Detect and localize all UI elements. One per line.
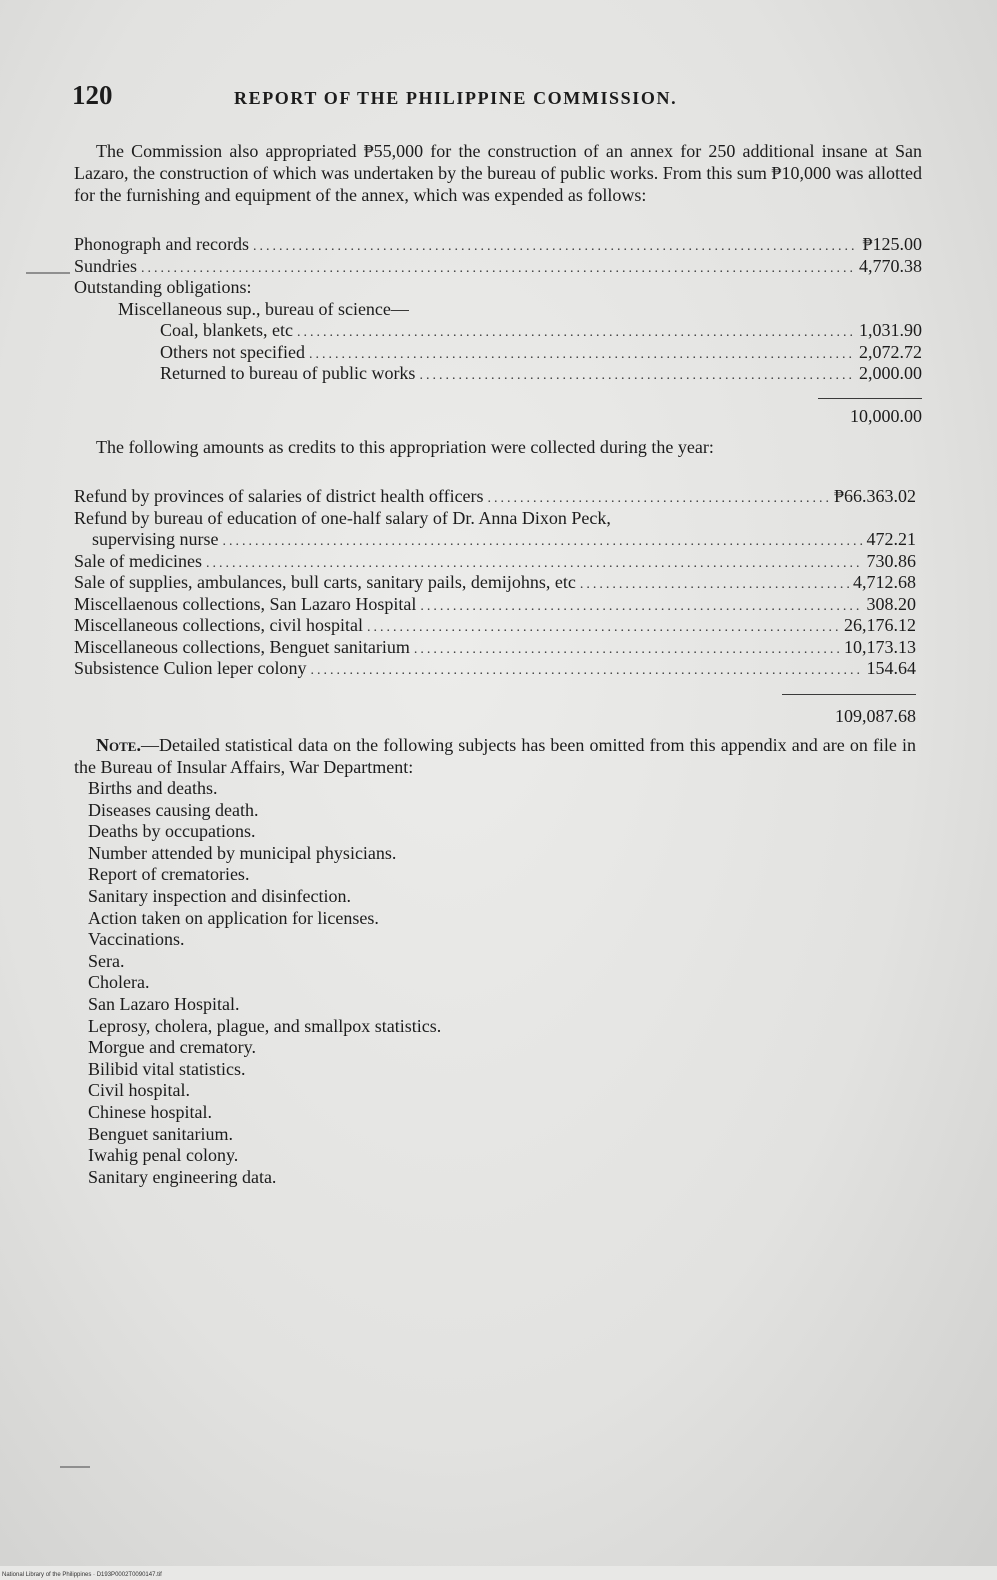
row-label: Miscellaneous collections, civil hospital (74, 615, 363, 635)
table-row (74, 551, 916, 573)
scan-mark-margin (26, 272, 70, 274)
leader-dots (297, 322, 855, 344)
table-row (74, 299, 922, 321)
list-item: Births and deaths. (88, 778, 218, 798)
table-row (74, 529, 916, 551)
source-caption: National Library of the Philippines · D193P0002T0090147.tif (2, 1572, 162, 1578)
page-number: 120 (72, 80, 113, 110)
row-amount: 4,770.38 (859, 255, 922, 276)
row-amount: ₱66.363.02 (833, 486, 916, 506)
table-row (74, 277, 922, 299)
list-item: Cholera. (88, 972, 150, 993)
list-item: Vaccinations. (88, 929, 185, 950)
table-row (74, 320, 922, 342)
table-row (74, 637, 916, 659)
list-item: San Lazaro Hospital. (88, 993, 240, 1014)
row-amount: 730.86 (866, 550, 916, 571)
list-item: Morgue and crematory. (88, 1037, 256, 1058)
omitted-subjects-list (88, 778, 441, 1188)
row-label: Sale of supplies, ambulances, bull carts, sanitary pails, demijohns, etc (74, 572, 576, 592)
leader-dots (367, 617, 840, 639)
row-label: Miscellaneous sup., bureau of science— (118, 298, 409, 319)
leader-dots (141, 258, 855, 280)
row-label: Refund by provinces of salaries of district health officers (74, 486, 484, 506)
leader-dots (420, 596, 862, 618)
row-label: Sundries (74, 255, 137, 276)
row-label: Others not specified (160, 341, 305, 362)
table-row (74, 234, 922, 256)
row-amount: 26,176.12 (844, 615, 916, 635)
row-label: Subsistence Culion leper colony (74, 658, 307, 678)
row-label: Phonograph and records (74, 234, 249, 254)
row-amount: 2,072.72 (859, 341, 922, 362)
row-label: supervising nurse (92, 529, 219, 549)
row-amount: 472.21 (866, 529, 916, 549)
list-item: Leprosy, cholera, plague, and smallpox statistics. (88, 1015, 442, 1036)
row-label: Refund by bureau of education of one-half salary of Dr. Anna Dixon Peck, (74, 507, 611, 528)
table-row (74, 256, 922, 278)
note-paragraph (74, 734, 916, 778)
row-amount: 154.64 (866, 658, 916, 678)
credits-table (74, 486, 916, 680)
intro-paragraph: The Commission also appropriated ₱55,000 for the construction of an annex for 250 additional insane at San Lazaro, the construction of which was undertaken by the bureau of public works. From this sum ₱10,000 was allotted for the furnishing and equipment of the annex, which was expended as follows: (74, 141, 922, 205)
list-item: Deaths by occupations. (88, 821, 256, 842)
list-item: Sera. (88, 950, 125, 971)
row-label: Sale of medicines (74, 550, 202, 571)
leader-dots (419, 365, 855, 387)
row-amount: 2,000.00 (859, 363, 922, 383)
scan-mark-lower (60, 1466, 90, 1468)
leader-dots (206, 553, 863, 575)
credits-total: 109,087.68 (835, 706, 916, 726)
leader-dots (253, 236, 859, 258)
leader-dots (580, 574, 849, 596)
table-row (74, 658, 916, 680)
total-rule (818, 398, 922, 399)
total-rule (782, 694, 916, 695)
leader-dots (488, 488, 830, 510)
expenditures-total: 10,000.00 (850, 406, 922, 426)
leader-dots (222, 531, 862, 553)
row-label: Outstanding obligations: (74, 277, 252, 297)
table-row (74, 572, 916, 594)
page-header (72, 80, 932, 120)
row-amount: 1,031.90 (859, 320, 922, 340)
list-item: Chinese hospital. (88, 1101, 212, 1122)
row-amount: 10,173.13 (844, 636, 916, 657)
row-amount: 4,712.68 (853, 572, 916, 592)
row-label: Miscellaneous collections, Benguet sanitarium (74, 636, 410, 657)
table-row (74, 594, 916, 616)
row-amount: 308.20 (866, 593, 916, 614)
credits-paragraph: The following amounts as credits to this appropriation were collected during the year: (96, 437, 714, 457)
leader-dots (310, 660, 862, 682)
list-item: Bilibid vital statistics. (88, 1058, 246, 1079)
row-label: Returned to bureau of public works (160, 363, 416, 383)
list-item: Sanitary engineering data. (88, 1166, 277, 1187)
list-item: Number attended by municipal physicians. (88, 842, 397, 863)
table-row (74, 508, 916, 530)
expenditures-table (74, 234, 922, 385)
list-item: Sanitary inspection and disinfection. (88, 885, 351, 906)
row-label: Coal, blankets, etc (160, 320, 293, 340)
scan-footer (0, 1566, 997, 1580)
list-item: Report of crematories. (88, 864, 250, 885)
leader-dots (414, 639, 840, 661)
table-row (74, 486, 916, 508)
list-item: Benguet sanitarium. (88, 1123, 233, 1144)
list-item: Diseases causing death. (88, 799, 259, 820)
list-item: Action taken on application for licenses. (88, 907, 379, 928)
table-row (74, 363, 922, 385)
note-lead: Note. (96, 735, 141, 755)
leader-dots (309, 344, 855, 366)
row-label: Miscellaenous collections, San Lazaro Hospital (74, 593, 417, 614)
running-head: REPORT OF THE PHILIPPINE COMMISSION. (234, 88, 678, 108)
note-text: —Detailed statistical data on the following subjects has been omitted from this appendix and are on file in the Bureau of Insular Affairs, War Department: (74, 735, 916, 777)
table-row (74, 342, 922, 364)
list-item: Iwahig penal colony. (88, 1145, 239, 1166)
row-amount: ₱125.00 (862, 234, 922, 254)
list-item: Civil hospital. (88, 1080, 191, 1101)
table-row (74, 615, 916, 637)
